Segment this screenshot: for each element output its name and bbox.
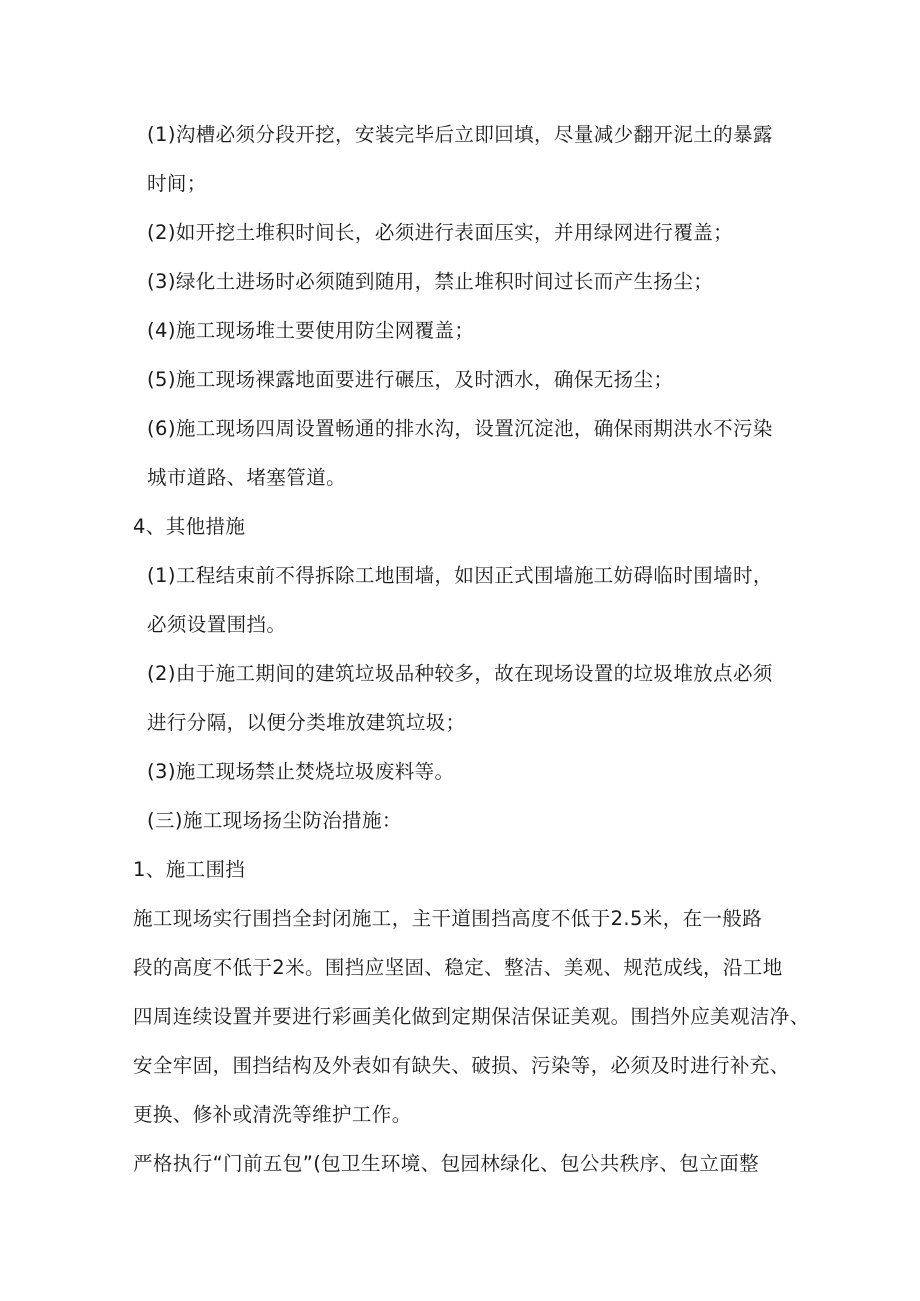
paragraph	[133, 894, 810, 1139]
text-line: (6)施工现场四周设置畅通的排水沟，设置沉淀池，确保雨期洪水不污染	[147, 417, 773, 440]
text-line: 进行分隔，以便分类堆放建筑垃圾；	[147, 711, 466, 734]
document-body	[133, 110, 810, 1188]
paragraph	[133, 502, 793, 551]
text-line: (2)如开挖土堆积时间长，必须进行表面压实，并用绿网进行覆盖；	[147, 221, 734, 244]
paragraph	[133, 110, 793, 208]
text-line: 1、施工围挡	[133, 858, 246, 881]
paragraph	[133, 208, 793, 257]
text-line: 时间；	[147, 172, 207, 195]
text-line: 4、其他措施	[133, 515, 246, 538]
paragraph	[133, 1139, 793, 1188]
text-line: (5)施工现场裸露地面要进行碾压，及时洒水，确保无扬尘；	[147, 368, 674, 391]
text-line: 施工现场实行围挡全封闭施工，主干道围挡高度不低于2.5米，在一般路	[133, 907, 763, 930]
text-line: (1)工程结束前不得拆除工地围墙，如因正式围墙施工妨碍临时围墙时，	[147, 564, 773, 587]
text-line: 更换、修补或清洗等维护工作。	[133, 1103, 412, 1126]
paragraph	[133, 355, 793, 404]
text-line: (3)绿化土进场时必须随到随用，禁止堆积时间过长而产生扬尘；	[147, 270, 714, 293]
text-line: (4)施工现场堆土要使用防尘网覆盖；	[147, 319, 475, 342]
text-line: 安全牢固，围挡结构及外表如有缺失、破损、污染等，必须及时进行补充、	[133, 1054, 790, 1077]
paragraph	[133, 306, 793, 355]
paragraph	[133, 257, 793, 306]
text-line: 必须设置围挡。	[147, 613, 287, 636]
paragraph	[133, 649, 793, 747]
paragraph	[133, 796, 793, 845]
text-line: (1)沟槽必须分段开挖，安装完毕后立即回填，尽量减少翻开泥土的暴露	[147, 123, 773, 146]
paragraph	[133, 404, 793, 502]
text-line: 严格执行“门前五包”(包卫生环境、包园林绿化、包公共秩序、包立面整	[133, 1152, 760, 1175]
text-line: 四周连续设置并要进行彩画美化做到定期保洁保证美观。围挡外应美观洁净、	[133, 1005, 810, 1028]
text-line: 城市道路、堵塞管道。	[147, 466, 347, 489]
text-line: (2)由于施工期间的建筑垃圾品种较多，故在现场设置的垃圾堆放点必须	[147, 662, 773, 685]
paragraph	[133, 845, 793, 894]
text-line: 段的高度不低于2米。围挡应坚固、稳定、整洁、美观、规范成线，沿工地	[133, 956, 783, 979]
text-line: (三)施工现场扬尘防治措施：	[147, 809, 402, 832]
paragraph	[133, 747, 793, 796]
text-line: (3)施工现场禁止焚烧垃圾废料等。	[147, 760, 455, 783]
paragraph	[133, 551, 793, 649]
